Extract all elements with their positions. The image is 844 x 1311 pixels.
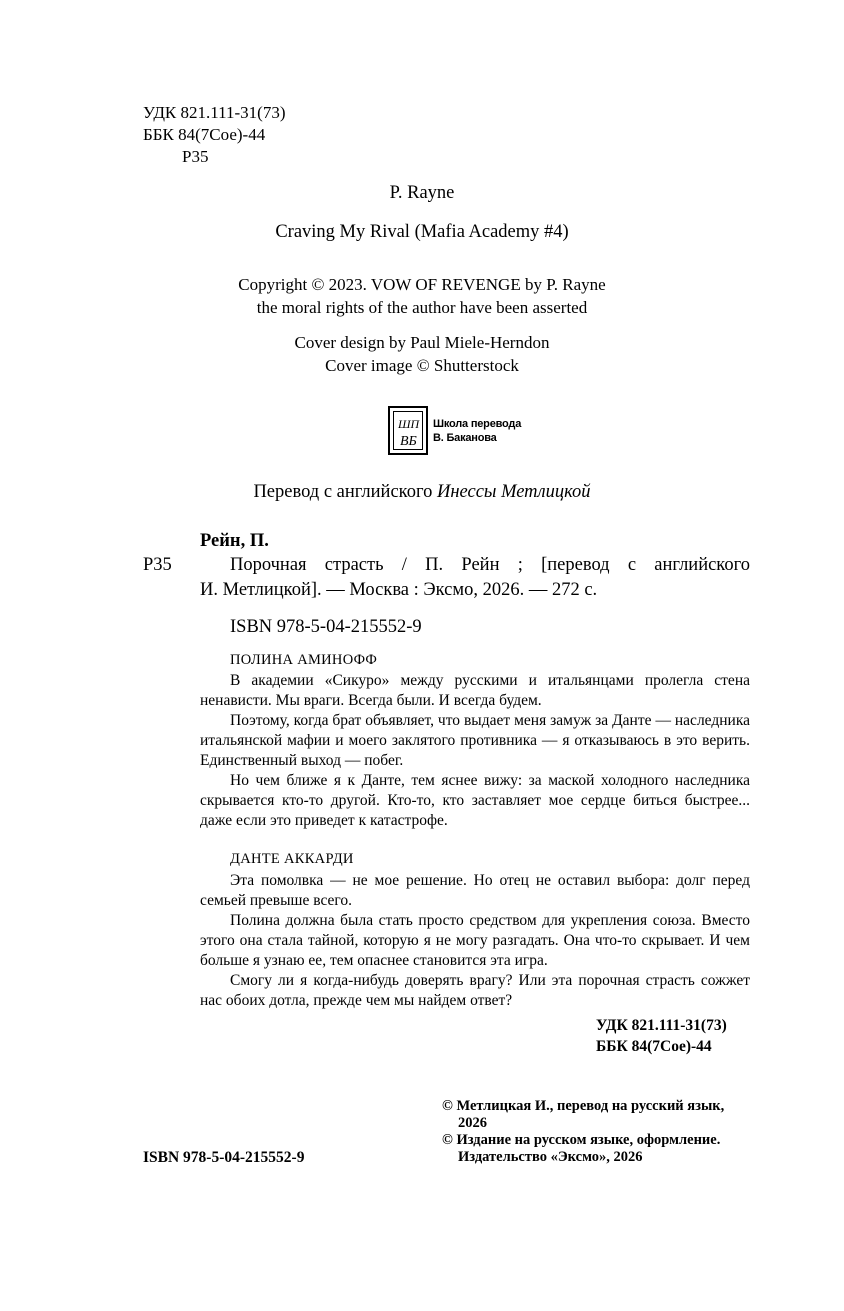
record-mark: Р35	[143, 555, 172, 575]
monogram-top: ШП	[398, 417, 420, 431]
record-heading: Рейн, П.	[200, 531, 269, 551]
heroine-paragraph-3: Но чем ближе я к Данте, тем яснее вижу: за маской холодного наследника скрывается кто-то другой. Кто-то, кто заставляет мое сердце биться быстрее... даже если это приведет к катастрофе.	[200, 772, 750, 829]
hero-paragraph-3: Смогу ли я когда-нибудь доверять врагу? Или эта порочная страсть сожжет нас обоих дотла, прежде чем мы найдем ответ?	[200, 972, 750, 1009]
moral-rights-line: the moral rights of the author have been asserted	[256, 298, 588, 317]
udk-code: УДК 821.111-31(73)	[143, 103, 286, 122]
author-mark: Р35	[182, 147, 209, 166]
translation-credit	[0, 482, 844, 503]
copyright-edition-line-1: © Издание на русском языке, оформление.	[442, 1132, 721, 1148]
heroine-paragraph-1: В академии «Сикуро» между русскими и итальянцами пролегла стена ненависти. Мы враги. Всегда были. И всегда будем.	[200, 672, 750, 709]
monogram-bottom: ВБ	[400, 434, 417, 449]
cover-design-line: Cover design by Paul Miele-Herndon	[294, 333, 550, 352]
heroine-name: ПОЛИНА АМИНОФФ	[230, 652, 378, 668]
record-line-1: Порочная страсть / П. Рейн ; [перевод с английского	[230, 555, 750, 575]
record-line-2: И. Метлицкой]. — Москва : Эксмо, 2026. — 272 с.	[200, 580, 598, 600]
hero-name: ДАНТЕ АККАРДИ	[230, 851, 354, 867]
original-author: P. Rayne	[389, 183, 455, 203]
logo-line-2: В. Баканова	[433, 432, 497, 444]
logo-line-1: Школа перевода	[433, 418, 522, 430]
translator-name: Инессы Метлицкой	[436, 482, 591, 502]
hero-paragraph-1: Эта помолвка — не мое решение. Но отец не оставил выбора: долг перед семьей превыше всего.	[200, 872, 750, 909]
copyright-line: Copyright © 2023. VOW OF REVENGE by P. Rayne	[238, 275, 606, 294]
school-monogram-icon	[390, 408, 426, 453]
footer-udk: УДК 821.111-31(73)	[596, 1017, 727, 1034]
copyright-translation	[442, 1098, 724, 1132]
copyright-translation-line-1: © Метлицкая И., перевод на русский язык,	[442, 1098, 725, 1114]
bbk-code: ББК 84(7Сое)-44	[143, 125, 266, 144]
cover-image-line: Cover image © Shutterstock	[325, 356, 519, 375]
footer-isbn: ISBN 978-5-04-215552-9	[143, 1149, 305, 1166]
heroine-annotation	[200, 671, 750, 831]
heroine-paragraph-2: Поэтому, когда брат объявляет, что выдает меня замуж за Данте — наследника итальянской мафии и моего заклятого противника — я отказываюсь в это верить. Единственный выход — побег.	[200, 712, 750, 769]
original-title: Craving My Rival (Mafia Academy #4)	[275, 222, 569, 242]
footer-bbk: ББК 84(7Сое)-44	[596, 1038, 712, 1055]
hero-paragraph-2: Полина должна была стать просто средством для укрепления союза. Вместо этого она стала тайной, которую я не могу разгадать. Она что-то скрывает. И чем больше я узнаю ее, тем опаснее становится эта игра.	[200, 912, 750, 969]
copyright-translation-line-2: 2026	[458, 1115, 487, 1131]
translation-prefix: Перевод с английского	[253, 482, 437, 502]
translation-school-logo	[388, 406, 428, 455]
hero-annotation	[200, 871, 750, 1011]
record-isbn: ISBN 978-5-04-215552-9	[230, 617, 422, 637]
copyright-edition	[442, 1132, 720, 1166]
copyright-edition-line-2: Издательство «Эксмо», 2026	[458, 1149, 643, 1165]
